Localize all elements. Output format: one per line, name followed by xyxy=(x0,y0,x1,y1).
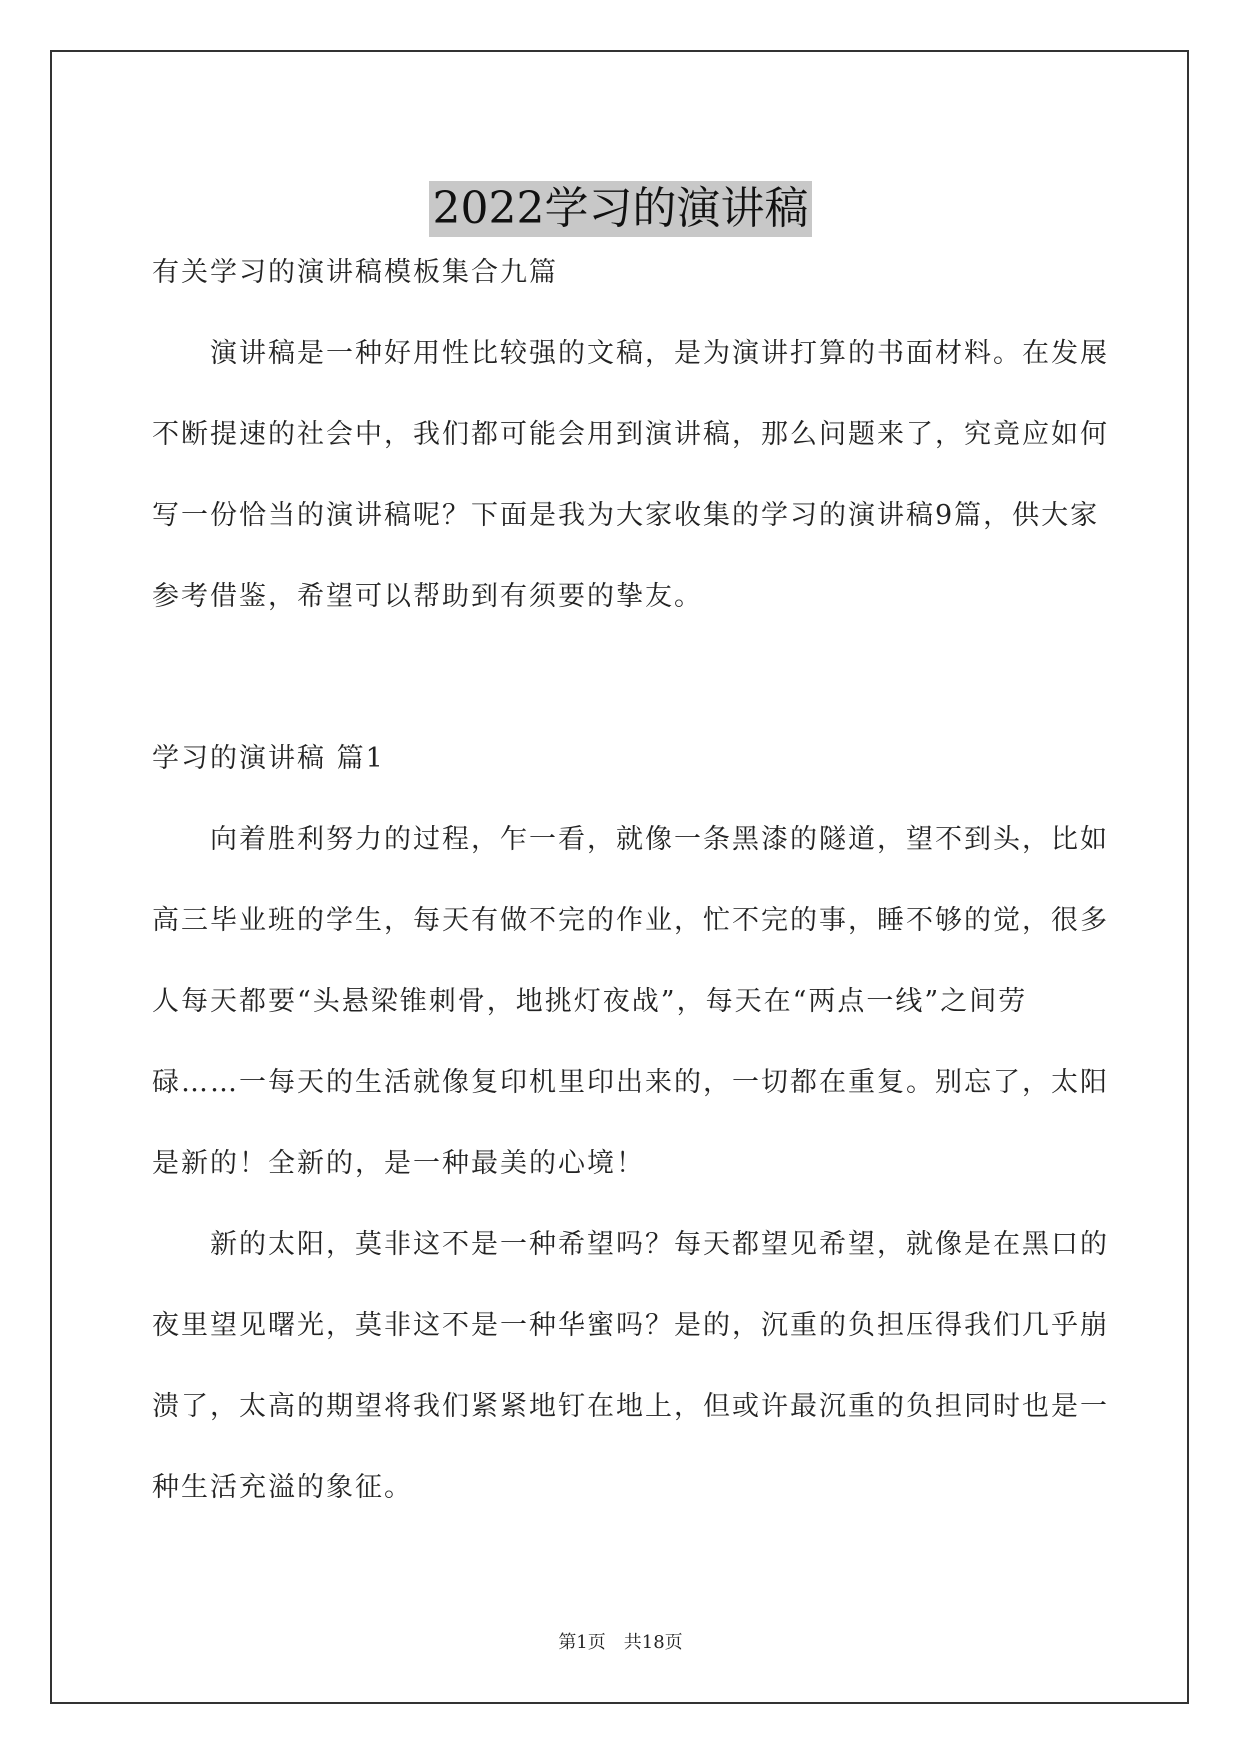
page-footer: 第1页 共18页 xyxy=(558,1632,683,1653)
document-subtitle: 有关学习的演讲稿模板集合九篇 xyxy=(152,257,558,288)
document-body xyxy=(152,232,1112,1528)
document-title: 2022学习的演讲稿 xyxy=(429,181,813,237)
intro-paragraph: 演讲稿是一种好用性比较强的文稿，是为演讲打算的书面材料。在发展不断提速的社会中，我们都可能会用到演讲稿，那么问题来了，究竟应如何写一份恰当的演讲稿呢？下面是我为大家收集的学习的演讲稿9篇，供大家参考借鉴，希望可以帮助到有须要的挚友。 xyxy=(152,338,1109,612)
body-paragraph-1: 向着胜利努力的过程，乍一看，就像一条黑漆的隧道，望不到头，比如高三毕业班的学生，每天有做不完的作业，忙不完的事，睡不够的觉，很多人每天都要“头悬梁锥刺骨，地挑灯夜战”，每天在“两点一线”之间劳碌……一每天的生活就像复印机里印出来的，一切都在重复。别忘了，太阳是新的！全新的，是一种最美的心境！ xyxy=(152,824,1109,1179)
section-heading: 学习的演讲稿 篇1 xyxy=(152,743,385,774)
body-paragraph-2: 新的太阳，莫非这不是一种希望吗？每天都望见希望，就像是在黑口的夜里望见曙光，莫非这不是一种华蜜吗？是的，沉重的负担压得我们几乎崩溃了，太高的期望将我们紧紧地钉在地上，但或许最沉重的负担同时也是一种生活充溢的象征。 xyxy=(152,1229,1109,1503)
section-gap xyxy=(152,637,1112,718)
